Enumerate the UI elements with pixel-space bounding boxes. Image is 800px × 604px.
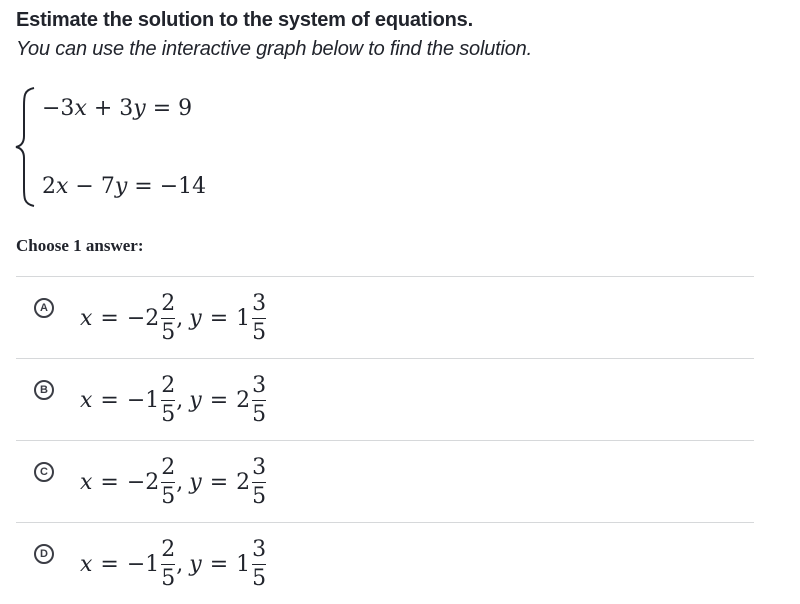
x-fraction xyxy=(161,374,175,427)
fraction-bar xyxy=(252,318,266,319)
eq1-coef-2: 3 xyxy=(119,96,134,121)
choice-b-radio[interactable]: B xyxy=(34,380,54,400)
comma: , xyxy=(176,306,184,331)
fraction-bar xyxy=(161,482,175,483)
choice-c-answer xyxy=(80,451,267,513)
y-denominator: 5 xyxy=(252,401,267,427)
answer-choices xyxy=(16,276,754,604)
eq1-var-2: y xyxy=(133,96,146,121)
fraction-bar xyxy=(161,318,175,319)
fraction-bar xyxy=(161,564,175,565)
choice-d-answer xyxy=(80,533,267,595)
equals-sign: = xyxy=(100,469,119,495)
x-numerator: 2 xyxy=(161,372,176,398)
comma: , xyxy=(176,470,184,495)
question-subtitle: You can use the interactive graph below to find the solution. xyxy=(16,38,532,60)
choice-a-radio[interactable]: A xyxy=(34,298,54,318)
equals-sign: = xyxy=(209,387,229,413)
equation-system xyxy=(14,86,314,210)
choice-d[interactable] xyxy=(16,522,754,604)
y-fraction xyxy=(252,456,266,509)
equals-sign: = xyxy=(209,551,229,577)
comma: , xyxy=(176,388,184,413)
x-fraction xyxy=(161,538,175,591)
y-whole: 2 xyxy=(236,469,251,495)
equals-sign: = xyxy=(209,469,229,495)
x-denominator: 5 xyxy=(161,565,176,591)
x-fraction xyxy=(161,292,175,345)
fraction-bar xyxy=(252,400,266,401)
y-numerator: 3 xyxy=(252,290,267,316)
x-whole: −1 xyxy=(126,387,160,413)
left-brace-icon xyxy=(14,86,38,208)
choice-c[interactable] xyxy=(16,440,754,522)
x-denominator: 5 xyxy=(161,483,176,509)
equals-sign: = xyxy=(100,551,119,577)
choice-c-radio[interactable]: C xyxy=(34,462,54,482)
question-title: Estimate the solution to the system of equations. xyxy=(16,9,473,31)
x-whole: −1 xyxy=(126,551,160,577)
y-fraction xyxy=(252,374,266,427)
y-var: y xyxy=(189,387,202,413)
choice-a[interactable] xyxy=(16,276,754,358)
x-denominator: 5 xyxy=(161,319,176,345)
eq2-coef-2: 7 xyxy=(100,174,115,199)
y-fraction xyxy=(252,292,266,345)
eq2-var-2: y xyxy=(114,174,128,199)
y-numerator: 3 xyxy=(252,454,267,480)
equals-sign: = xyxy=(209,305,229,331)
x-whole: −2 xyxy=(126,305,160,331)
fraction-bar xyxy=(252,482,266,483)
y-denominator: 5 xyxy=(252,319,267,345)
y-whole: 2 xyxy=(236,387,251,413)
x-fraction xyxy=(161,456,175,509)
equation-1 xyxy=(42,96,192,121)
y-fraction xyxy=(252,538,266,591)
choice-b-answer xyxy=(80,369,267,431)
y-numerator: 3 xyxy=(252,536,267,562)
x-var: x xyxy=(80,305,93,331)
x-whole: −2 xyxy=(126,469,160,495)
choice-d-radio[interactable]: D xyxy=(34,544,54,564)
comma: , xyxy=(176,552,184,577)
eq1-var-1: x xyxy=(74,96,87,121)
y-whole: 1 xyxy=(236,305,251,331)
eq2-coef-1: 2 xyxy=(42,174,56,199)
x-var: x xyxy=(80,551,93,577)
x-denominator: 5 xyxy=(161,401,176,427)
eq2-var-1: x xyxy=(56,174,69,199)
eq1-coef-1: −3 xyxy=(42,96,75,121)
choice-a-answer xyxy=(80,287,267,349)
x-numerator: 2 xyxy=(161,536,176,562)
eq2-rhs: −14 xyxy=(159,174,207,199)
y-denominator: 5 xyxy=(252,565,267,591)
equals-sign: = xyxy=(100,387,119,413)
y-var: y xyxy=(189,551,202,577)
equals-sign: = xyxy=(100,305,119,331)
choice-b[interactable] xyxy=(16,358,754,440)
choose-label: Choose 1 answer: xyxy=(16,236,144,255)
y-whole: 1 xyxy=(236,551,251,577)
x-numerator: 2 xyxy=(161,290,176,316)
equation-2 xyxy=(42,174,206,199)
fraction-bar xyxy=(252,564,266,565)
x-numerator: 2 xyxy=(161,454,176,480)
y-denominator: 5 xyxy=(252,483,267,509)
y-var: y xyxy=(189,305,202,331)
y-numerator: 3 xyxy=(252,372,267,398)
eq1-rhs: 9 xyxy=(178,96,193,121)
eq1-equals: = xyxy=(152,96,172,121)
eq1-operator: + xyxy=(93,96,113,121)
x-var: x xyxy=(80,387,93,413)
eq2-equals: = xyxy=(134,174,153,199)
x-var: x xyxy=(80,469,93,495)
fraction-bar xyxy=(161,400,175,401)
eq2-operator: − xyxy=(75,174,94,199)
y-var: y xyxy=(189,469,202,495)
